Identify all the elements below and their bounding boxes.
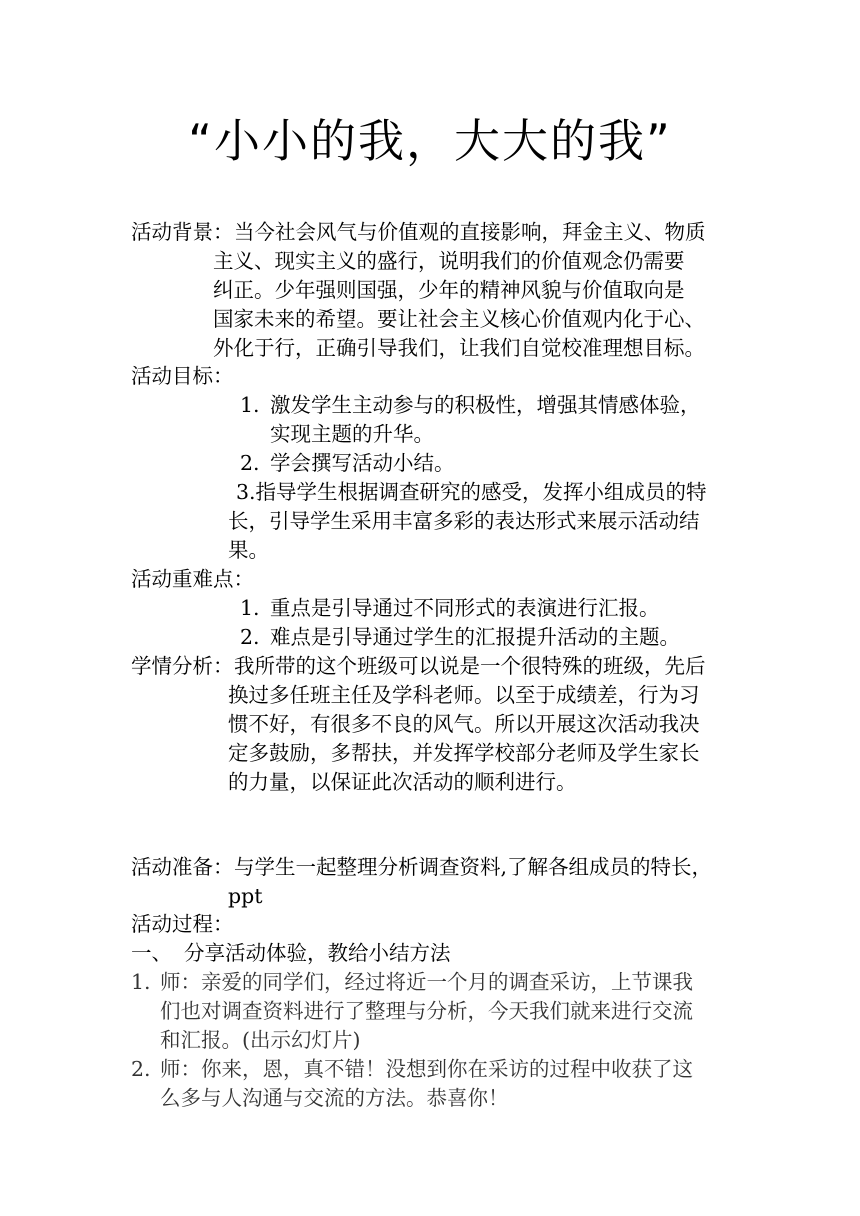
goal-line: 3.指导学生根据调查研究的感受，发挥小组成员的特 — [236, 480, 707, 504]
preparation-line: 与学生一起整理分析调查资料,了解各组成员的特长， — [234, 855, 713, 879]
analysis-line: 定多鼓励，多帮扶，并发挥学校部分老师及学生家长 — [228, 741, 700, 765]
preparation-label: 活动准备： — [131, 855, 234, 879]
background-line: 国家未来的希望。要让社会主义核心价值观内化于心、 — [213, 307, 705, 331]
analysis-line: 换过多任班主任及学科老师。以至于成绩差，行为习 — [228, 683, 700, 707]
difficulties-label: 活动重难点： — [131, 567, 254, 591]
process-label: 活动过程： — [131, 912, 234, 936]
background-label: 活动背景： — [131, 220, 234, 244]
difficulty-line: 重点是引导通过不同形式的表演进行汇报。 — [270, 596, 660, 620]
background-line: 外化于行，正确引导我们，让我们自觉校准理想目标。 — [213, 336, 705, 360]
difficulty-number: 2. — [240, 625, 260, 649]
step-number: 1. — [131, 970, 151, 994]
difficulty-line: 难点是引导通过学生的汇报提升活动的主题。 — [270, 625, 680, 649]
goal-line: 激发学生主动参与的积极性，增强其情感体验， — [270, 393, 701, 417]
step-line: 师：你来，恩，真不错！没想到你在采访的过程中收获了这 — [160, 1057, 693, 1081]
analysis-line: 的力量，以保证此次活动的顺利进行。 — [228, 770, 577, 794]
step-line: 和汇报。(出示幻灯片) — [160, 1028, 361, 1052]
preparation-line: ppt — [228, 884, 263, 908]
background-line: 纠正。少年强则国强，少年的精神风貌与价值取向是 — [213, 278, 685, 302]
goal-line: 果。 — [228, 538, 269, 562]
goal-number: 1. — [240, 393, 260, 417]
analysis-line: 我所带的这个班级可以说是一个很特殊的班级，先后 — [234, 654, 706, 678]
step-line: 师：亲爱的同学们，经过将近一个月的调查采访，上节课我 — [160, 970, 693, 994]
goal-line: 长，引导学生采用丰富多彩的表达形式来展示活动结 — [228, 509, 700, 533]
background-line: 当今社会风气与价值观的直接影响，拜金主义、物质 — [234, 220, 706, 244]
step-line: 么多与人沟通与交流的方法。恭喜你！ — [160, 1086, 509, 1110]
background-line: 主义、现实主义的盛行，说明我们的价值观念仍需要 — [213, 249, 685, 273]
difficulty-number: 1. — [240, 596, 260, 620]
document-title: “小小的我，大大的我” — [188, 114, 672, 168]
step-line: 们也对调查资料进行了整理与分析，今天我们就来进行交流 — [160, 999, 693, 1023]
step-number: 2. — [131, 1057, 151, 1081]
goal-number: 2. — [240, 451, 260, 475]
goals-label: 活动目标： — [131, 364, 234, 388]
analysis-label: 学情分析： — [131, 654, 234, 678]
goal-line: 学会撰写活动小结。 — [270, 451, 455, 475]
section-heading: 分享活动体验，教给小结方法 — [184, 941, 451, 965]
analysis-line: 惯不好，有很多不良的风气。所以开展这次活动我决 — [228, 712, 700, 736]
section-number: 一、 — [131, 941, 172, 965]
goal-line: 实现主题的升华。 — [270, 422, 434, 446]
